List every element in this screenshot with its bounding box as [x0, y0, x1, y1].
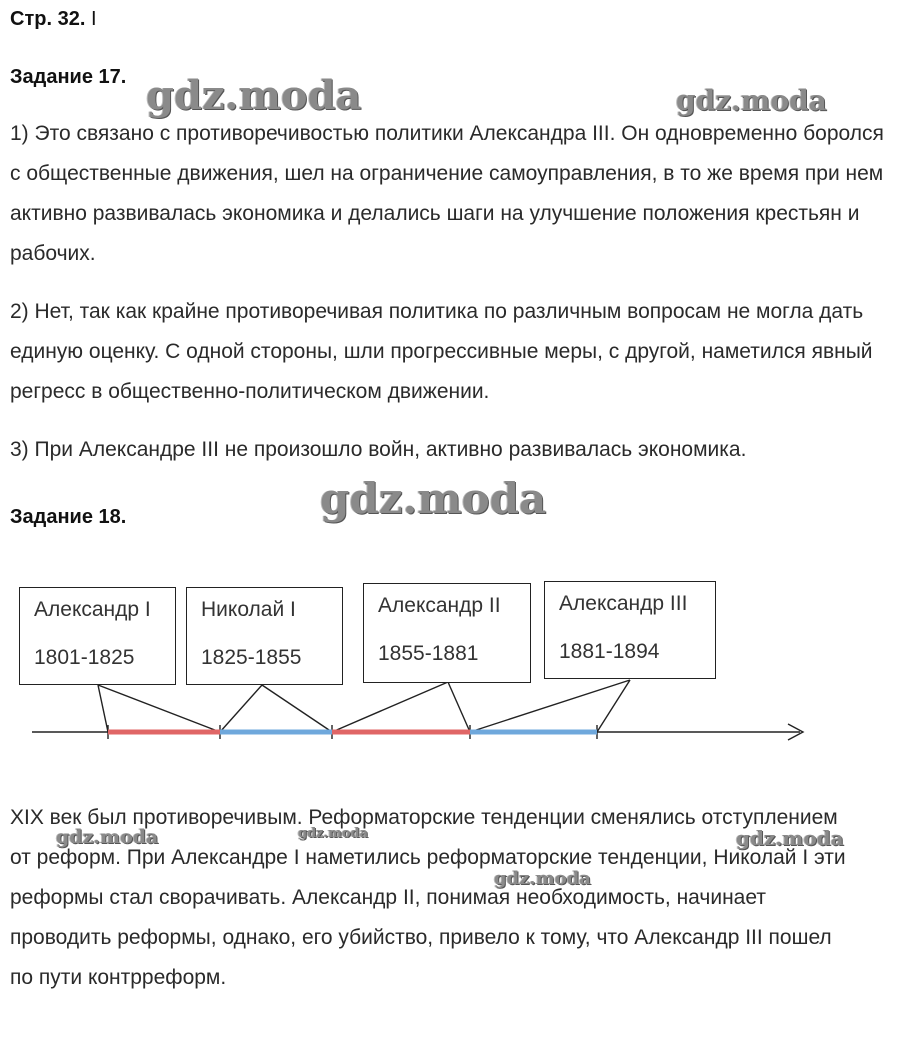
task18-conclusion: XIX век был противоречивым. Реформаторские тенденции сменялись отступлением от реформ. При Александре I наметились реформаторские тенденции, Николай I эти реформы стал сворачивать. Александр II, понимая необходимость, начинает проводить реформы, однако, его убийство, привело к тому, что Александр III пошел по пути контрреформ.	[10, 806, 846, 989]
watermark-logo: gdz.moda	[494, 868, 591, 889]
connector-line	[220, 685, 262, 732]
ruler-name: Александр I	[34, 598, 151, 621]
task17-answer-3: 3) При Александре III не произошло войн, активно развивалась экономика.	[10, 438, 747, 461]
ruler-name: Николай I	[201, 598, 296, 621]
ruler-years: 1825-1855	[201, 646, 302, 669]
page-label-trail: I	[90, 8, 97, 30]
connector-line	[98, 685, 220, 732]
ruler-box-2	[186, 587, 343, 685]
ruler-box-3	[363, 583, 531, 683]
task18-title: Задание 18.	[10, 506, 127, 528]
watermark-logo: gdz.moda	[298, 826, 369, 841]
task17-answer-1: 1) Это связано с противоречивостью политики Александра III. Он одновременно боролся с общественные движения, шел на ограничение самоуправления, в то же время при нем активно развивалась экономика и делались шаги на улучшение положения крестьян и рабочих.	[10, 122, 884, 265]
ruler-name: Александр III	[559, 592, 688, 615]
page-label	[10, 8, 97, 31]
watermark-logo: gdz.moda	[736, 826, 844, 850]
connector-line	[597, 680, 630, 732]
watermark-logo: gdz.moda	[320, 474, 547, 523]
connector-line	[448, 682, 470, 732]
connector-line	[470, 680, 630, 732]
ruler-box-1	[19, 587, 176, 685]
ruler-years: 1855-1881	[378, 642, 479, 665]
watermark-logo: gdz.moda	[676, 84, 827, 117]
watermark-logo: gdz.moda	[146, 72, 362, 119]
task17-answer-2: 2) Нет, так как крайне противоречивая политика по различным вопросам не могла дать единую оценку. С одной стороны, шли прогрессивные меры, с другой, наметился явный регресс в общественно-политическом движении.	[10, 300, 873, 403]
ruler-years: 1881-1894	[559, 640, 660, 663]
watermark-logo: gdz.moda	[56, 826, 159, 848]
ruler-years: 1801-1825	[34, 646, 135, 669]
task17-title: Задание 17.	[10, 66, 127, 88]
connector-line	[98, 685, 108, 732]
page-label-text: Стр. 32.	[10, 8, 91, 30]
connector-line	[262, 685, 332, 732]
connector-line	[332, 682, 448, 732]
ruler-box-4	[544, 581, 716, 679]
ruler-name: Александр II	[378, 594, 501, 617]
